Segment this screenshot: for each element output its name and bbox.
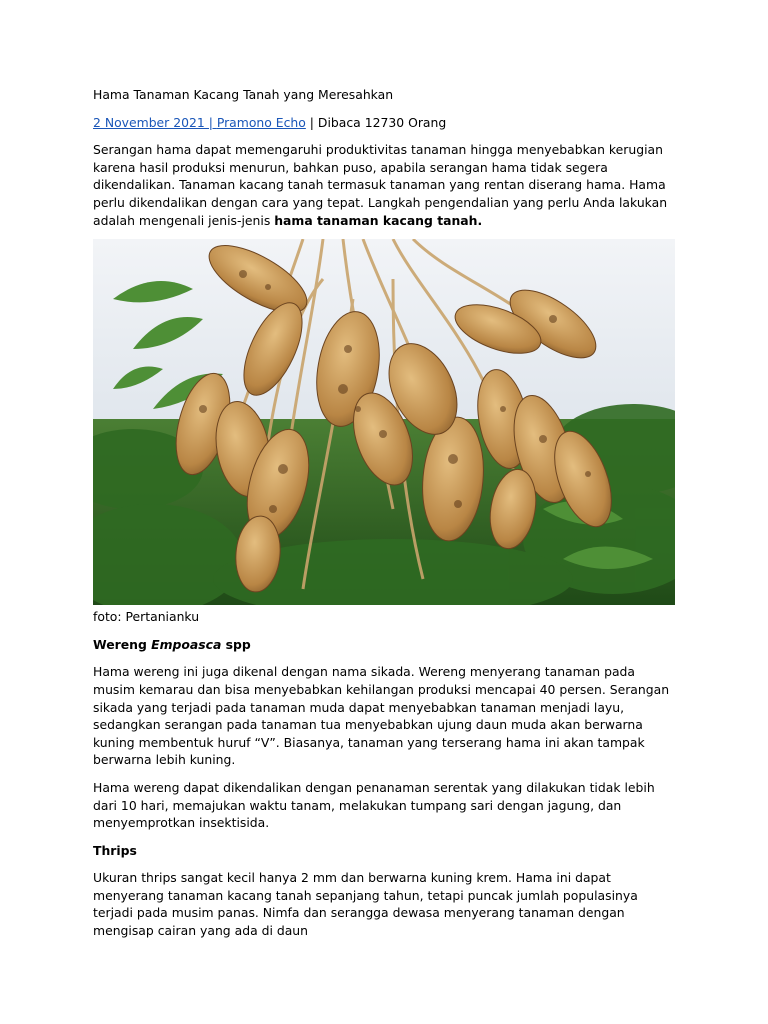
author-link[interactable]: Pramono Echo [216, 114, 306, 130]
view-count: Dibaca 12730 Orang [317, 114, 447, 130]
section-heading-thrips: Thrips [93, 842, 137, 858]
heading-italic: Empoasca [151, 636, 222, 652]
article-meta [93, 114, 675, 132]
intro-bold-text: hama tanaman kacang tanah. [274, 212, 483, 228]
photo-caption: foto: Pertanianku [93, 609, 200, 625]
article-title: Hama Tanaman Kacang Tanah yang Meresahkan [93, 87, 394, 102]
heading-suffix: spp [221, 636, 251, 652]
wereng-paragraph-1: Hama wereng ini juga dikenal dengan nama sikada. Wereng menyerang tanaman pada musim kemarau dan bisa menyebabkan kehilangan produksi mencapai 40 persen. Serangan sikada yang terjadi pada tanaman muda dapat menyebabkan tanaman menjadi layu, sedangkan serangan pada tanaman tua menyebabkan ujung daun muda akan berwarna kuning membentuk huruf “V”. Biasanya, tanaman yang terserang hama ini akan tampak berwarna lebih kuning. [93, 664, 670, 768]
section-heading-wereng [93, 636, 675, 654]
thrips-paragraph-1: Ukuran thrips sangat kecil hanya 2 mm dan berwarna kuning krem. Hama ini dapat menyerang tanaman kacang tanah sepanjang tahun, tetapi puncak jumlah populasinya terjadi pada musim panas. Nimfa dan serangga dewasa menyerang tanaman dengan mengisap cairan yang ada di daun [93, 870, 638, 939]
peanut-plant-image [93, 239, 675, 605]
heading-prefix: Wereng [93, 636, 152, 652]
date-link[interactable]: 2 November 2021 | [93, 114, 217, 130]
intro-paragraph [93, 141, 675, 229]
intro-text: Serangan hama dapat memengaruhi produktivitas tanaman hingga menyebabkan kerugian karena hasil produksi menurun, bahkan puso, apabila serangan hama tidak segera dikendalikan. Tanaman kacang tanah termasuk tanaman yang rentan diserang hama. Hama perlu dikendalikan dengan cara yang tepat. Langkah pengendalian yang perlu Anda lakukan adalah mengenali jenis-jenis [93, 142, 668, 228]
article [93, 86, 675, 950]
meta-divider: | [305, 114, 318, 130]
wereng-paragraph-2: Hama wereng dapat dikendalikan dengan penanaman serentak yang dilakukan tidak lebih dari 10 hari, memajukan waktu tanam, melakukan tumpang sari dengan jagung, dan menyemprotkan insektisida. [93, 779, 655, 831]
peanut-photo [93, 239, 675, 605]
